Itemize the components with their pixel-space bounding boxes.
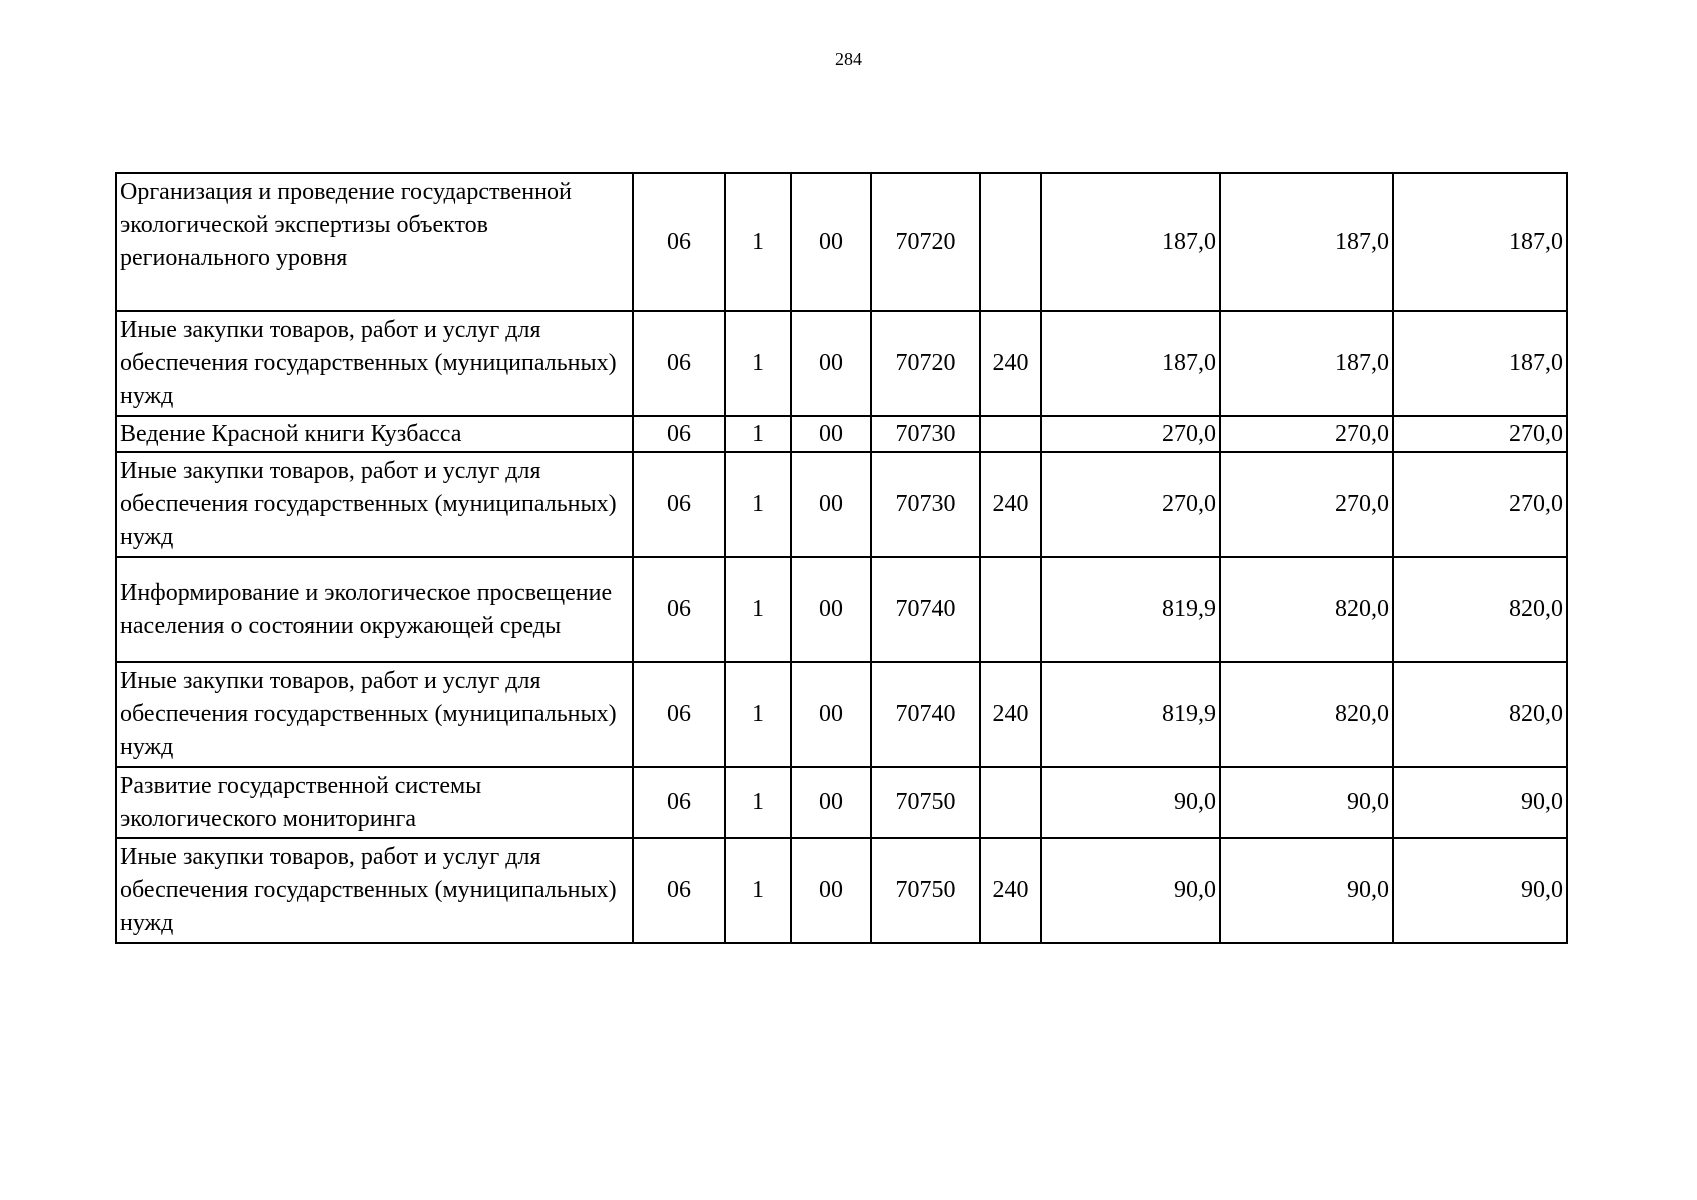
amount-year-2: 820,0 [1220,662,1393,767]
table-row [116,557,1567,662]
subprogram-code: 00 [791,662,871,767]
row-name: Иные закупки товаров, работ и услуг для обеспечения государственных (муниципальных) нужд [116,662,633,767]
table-row [116,662,1567,767]
amount-year-1: 819,9 [1041,662,1220,767]
row-name: Развитие государственной системы экологического мониторинга [116,767,633,838]
amount-year-3: 270,0 [1393,416,1567,452]
amount-year-3: 187,0 [1393,311,1567,416]
amount-year-2: 187,0 [1220,173,1393,311]
amount-year-2: 90,0 [1220,767,1393,838]
program-code: 1 [725,838,791,943]
section-code: 06 [633,452,725,557]
target-article-code: 70750 [871,838,980,943]
amount-year-3: 270,0 [1393,452,1567,557]
subprogram-code: 00 [791,557,871,662]
expense-type-code: 240 [980,662,1041,767]
expense-type-code [980,767,1041,838]
subprogram-code: 00 [791,767,871,838]
expense-type-code: 240 [980,311,1041,416]
amount-year-3: 820,0 [1393,662,1567,767]
subprogram-code: 00 [791,416,871,452]
subprogram-code: 00 [791,452,871,557]
program-code: 1 [725,662,791,767]
amount-year-1: 819,9 [1041,557,1220,662]
amount-year-1: 90,0 [1041,838,1220,943]
target-article-code: 70720 [871,173,980,311]
expense-type-code: 240 [980,838,1041,943]
row-name: Иные закупки товаров, работ и услуг для обеспечения государственных (муниципальных) нужд [116,311,633,416]
amount-year-2: 90,0 [1220,838,1393,943]
subprogram-code: 00 [791,838,871,943]
program-code: 1 [725,173,791,311]
section-code: 06 [633,311,725,416]
target-article-code: 70730 [871,416,980,452]
amount-year-2: 270,0 [1220,452,1393,557]
amount-year-3: 187,0 [1393,173,1567,311]
amount-year-2: 820,0 [1220,557,1393,662]
section-code: 06 [633,173,725,311]
program-code: 1 [725,557,791,662]
table-row [116,311,1567,416]
expense-type-code: 240 [980,452,1041,557]
subprogram-code: 00 [791,173,871,311]
program-code: 1 [725,767,791,838]
program-code: 1 [725,311,791,416]
row-name: Иные закупки товаров, работ и услуг для обеспечения государственных (муниципальных) нужд [116,452,633,557]
row-name: Иные закупки товаров, работ и услуг для обеспечения государственных (муниципальных) нужд [116,838,633,943]
amount-year-2: 187,0 [1220,311,1393,416]
target-article-code: 70720 [871,311,980,416]
expense-type-code [980,416,1041,452]
section-code: 06 [633,767,725,838]
amount-year-3: 90,0 [1393,838,1567,943]
row-name: Информирование и экологическое просвещение населения о состоянии окружающей среды [116,557,633,662]
amount-year-1: 187,0 [1041,173,1220,311]
amount-year-3: 90,0 [1393,767,1567,838]
section-code: 06 [633,557,725,662]
amount-year-3: 820,0 [1393,557,1567,662]
amount-year-1: 90,0 [1041,767,1220,838]
target-article-code: 70740 [871,662,980,767]
expense-type-code [980,173,1041,311]
subprogram-code: 00 [791,311,871,416]
amount-year-1: 270,0 [1041,452,1220,557]
target-article-code: 70730 [871,452,980,557]
row-name: Организация и проведение государственной экологической экспертизы объектов регионального уровня [116,173,633,311]
table-row [116,416,1567,452]
program-code: 1 [725,452,791,557]
section-code: 06 [633,662,725,767]
section-code: 06 [633,838,725,943]
table-row [116,452,1567,557]
expense-type-code [980,557,1041,662]
table-row [116,838,1567,943]
amount-year-1: 270,0 [1041,416,1220,452]
page-number: 284 [835,49,862,69]
table-row [116,767,1567,838]
table-row [116,173,1567,311]
amount-year-1: 187,0 [1041,311,1220,416]
program-code: 1 [725,416,791,452]
row-name: Ведение Красной книги Кузбасса [116,416,633,452]
target-article-code: 70740 [871,557,980,662]
budget-table [115,172,1568,944]
section-code: 06 [633,416,725,452]
amount-year-2: 270,0 [1220,416,1393,452]
target-article-code: 70750 [871,767,980,838]
